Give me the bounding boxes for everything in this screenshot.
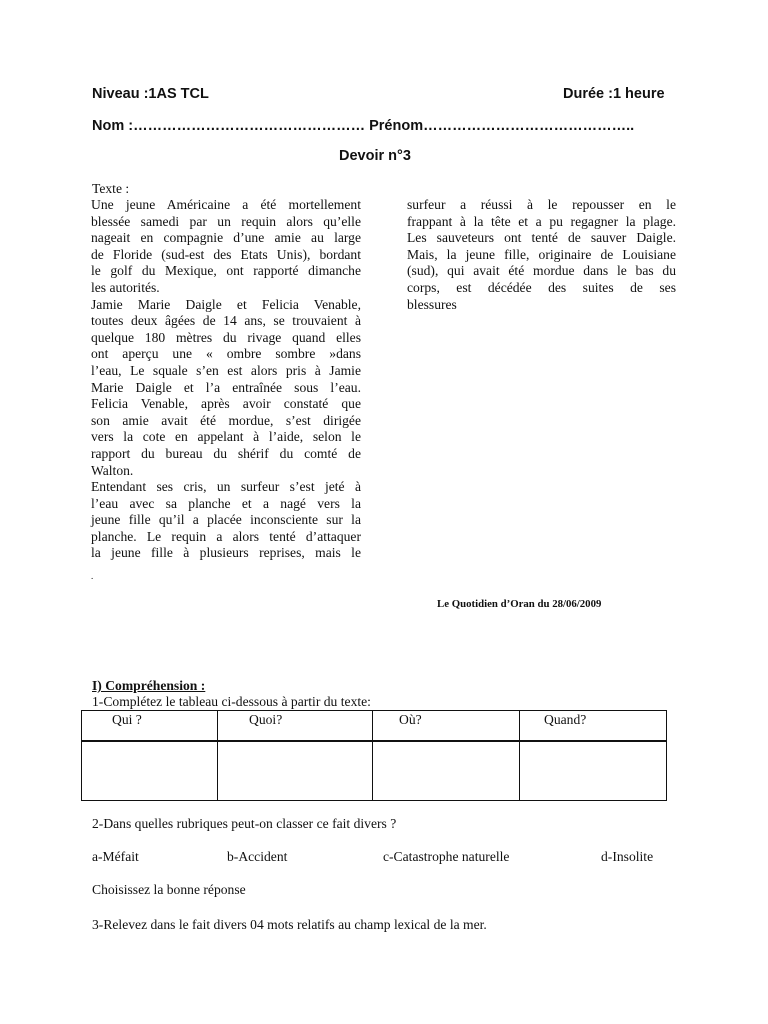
article-line: Felicia Venable, après avoir constaté que	[91, 396, 361, 412]
article-line: Jamie Marie Daigle et Felicia Venable,	[91, 296, 361, 312]
article-line: Une jeune Américaine a été mortellement	[91, 197, 361, 212]
article-line: son amie avait été mordue, s’est dirigée	[91, 412, 361, 428]
answer-cell-what[interactable]	[218, 741, 373, 801]
option-c: c-Catastrophe naturelle	[383, 849, 510, 864]
article-line: Mais, la jeune fille, originaire de Louisiane	[407, 246, 676, 262]
option-b: b-Accident	[227, 849, 288, 864]
level-label: Niveau :1AS TCL	[92, 86, 209, 102]
section-heading: I) Compréhension :	[92, 678, 206, 693]
option-d: d-Insolite	[601, 849, 654, 864]
answer-cell-who[interactable]	[82, 741, 218, 801]
question-2: 2-Dans quelles rubriques peut-on classer ce fait divers ?	[92, 816, 397, 831]
table-header-where: Où?	[373, 711, 520, 742]
article-line: de Floride (sud-est des Etats Unis), bordant	[91, 246, 361, 262]
article-line: nageait en compagnie d’une amie au large	[91, 230, 361, 246]
page-title: Devoir n°3	[339, 148, 411, 164]
text-label: Texte :	[92, 181, 130, 196]
answer-cell-where[interactable]	[373, 741, 520, 801]
answer-cell-when[interactable]	[520, 741, 667, 801]
article-line: toutes deux âgées de 14 ans, se trouvaient à	[91, 313, 361, 329]
article-line: (sud), qui avait été mordue dans le bas du	[407, 263, 676, 279]
name-line: Nom :………………………………………… Prénom……………………………………..	[92, 118, 635, 134]
article-line: Marie Daigle et l’a entraînée sous l’eau.	[91, 379, 361, 395]
article-line: le golf du Mexique, ont rapporté dimanche	[91, 263, 361, 279]
article-line: blessures	[407, 296, 457, 312]
article-line: ont aperçu une « ombre sombre »dans	[91, 346, 361, 362]
article-line: Les sauveteurs ont tenté de sauver Daigle.	[407, 230, 676, 246]
article-line: planche. Le requin a alors tenté d’attaquer	[91, 528, 361, 544]
article-line: vers la cote en appelant à l’aide, selon le	[91, 429, 361, 445]
table-header-what: Quoi?	[218, 711, 373, 742]
article-line: frappant à la tête et a pu regagner la plage.	[407, 213, 676, 229]
table-header-when: Quand?	[520, 711, 667, 742]
duration-label: Durée :1 heure	[563, 86, 665, 102]
table-header-who: Qui ?	[82, 711, 218, 742]
article-line: rapport du bureau du shérif du comté de	[91, 445, 361, 461]
article-line: quelque 180 mètres du rivage quand elles	[91, 329, 361, 345]
article-line: surfeur a réussi à le repousser en le	[407, 197, 676, 212]
article-line: l’eau avec sa planche et a nagé vers la	[91, 495, 361, 511]
question-3: 3-Relevez dans le fait divers 04 mots relatifs au champ lexical de la mer.	[92, 917, 487, 932]
article-left-column	[91, 197, 361, 562]
option-a: a-Méfait	[92, 849, 139, 864]
article-line: l’eau, Le squale s’en est alors pris à Jamie	[91, 362, 361, 378]
answer-table	[81, 710, 667, 801]
article-line: la jeune fille à plusieurs reprises, mais le	[91, 545, 361, 561]
article-line: blessée samedi par un requin alors qu’elle	[91, 213, 361, 229]
instruction: Choisissez la bonne réponse	[92, 882, 246, 897]
column-dot: .	[91, 571, 94, 581]
article-line: Entendant ses cris, un surfeur s’est jeté à	[91, 479, 361, 495]
article-line: corps, est décédée des suites de ses	[407, 279, 676, 295]
article-right-column	[407, 197, 676, 313]
article-line: les autorités.	[91, 279, 160, 295]
question-1: 1-Complétez le tableau ci-dessous à partir du texte:	[92, 694, 371, 709]
article-line: jeune fille qu’il a placée inconsciente sur la	[91, 512, 361, 528]
article-source: Le Quotidien d’Oran du 28/06/2009	[437, 598, 602, 610]
article-line: Walton.	[91, 462, 134, 478]
